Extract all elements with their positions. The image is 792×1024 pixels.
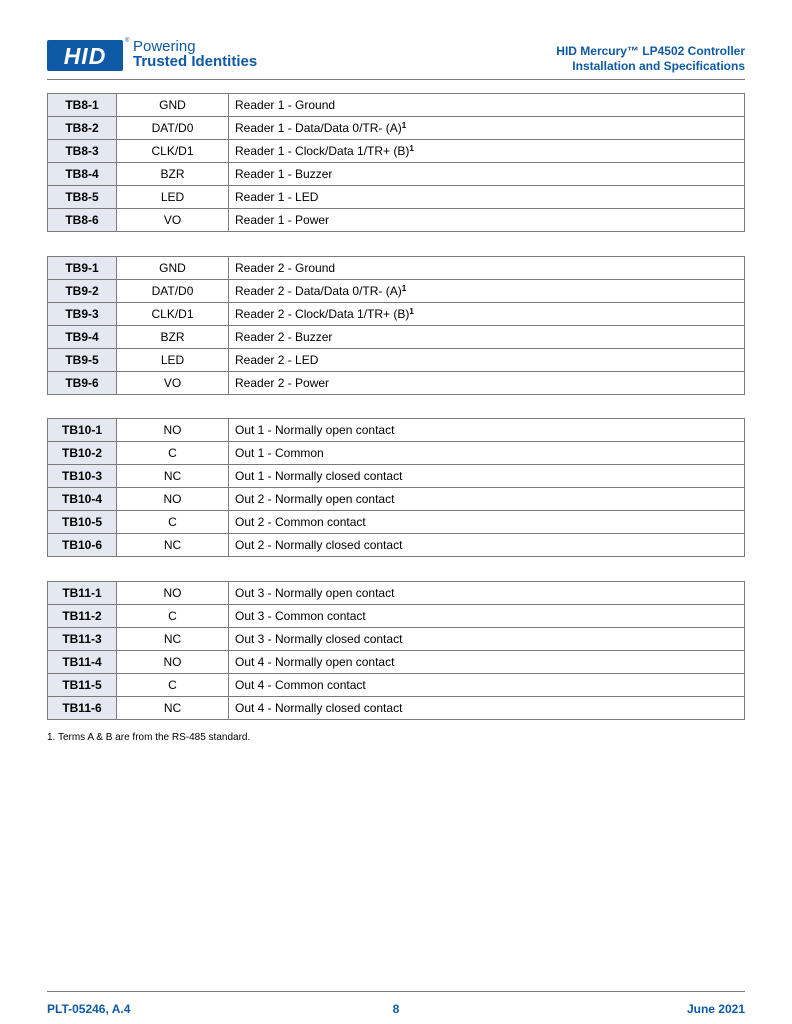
pin-cell: TB10-6 (48, 534, 117, 557)
signal-cell: DAT/D0 (117, 117, 229, 140)
pin-cell: TB8-4 (48, 163, 117, 186)
description-text: Out 3 - Normally closed contact (235, 632, 403, 646)
description-cell (229, 326, 745, 349)
pin-cell: TB10-4 (48, 488, 117, 511)
table-row (48, 257, 745, 280)
pin-cell: TB9-3 (48, 303, 117, 326)
tagline-line1: Powering (133, 38, 196, 55)
description-cell (229, 349, 745, 372)
description-text: Out 1 - Common (235, 446, 324, 460)
description-text: Reader 1 - Power (235, 213, 330, 227)
signal-cell: NO (117, 582, 229, 605)
table-row (48, 442, 745, 465)
description-cell (229, 117, 745, 140)
description-text: Out 1 - Normally closed contact (235, 469, 403, 483)
signal-cell: NC (117, 534, 229, 557)
pin-table-tb11 (47, 581, 745, 720)
signal-cell: CLK/D1 (117, 140, 229, 163)
pin-cell: TB10-5 (48, 511, 117, 534)
logo-registered-mark: ® (125, 38, 130, 44)
pin-cell: TB11-4 (48, 651, 117, 674)
table-row (48, 303, 745, 326)
logo-text: HID (63, 43, 107, 69)
pin-cell: TB9-1 (48, 257, 117, 280)
signal-cell: BZR (117, 163, 229, 186)
footnote: 1. Terms A & B are from the RS-485 standard. (47, 732, 251, 743)
table-row (48, 628, 745, 651)
hid-logo (47, 40, 123, 71)
description-text: Reader 2 - LED (235, 353, 319, 367)
brand-tagline (133, 39, 257, 69)
signal-cell: NC (117, 465, 229, 488)
page-footer (47, 1002, 745, 1016)
table-row (48, 419, 745, 442)
pin-cell: TB10-1 (48, 419, 117, 442)
description-cell (229, 442, 745, 465)
pin-table-tb9 (47, 256, 745, 395)
description-text: Out 2 - Common contact (235, 515, 366, 529)
table-row (48, 326, 745, 349)
description-cell (229, 582, 745, 605)
table-row (48, 605, 745, 628)
description-cell (229, 372, 745, 395)
header-divider (47, 79, 745, 80)
signal-cell: C (117, 674, 229, 697)
table-row (48, 651, 745, 674)
description-cell (229, 697, 745, 720)
table-row (48, 209, 745, 232)
description-text: Out 4 - Normally open contact (235, 655, 395, 669)
pin-cell: TB8-1 (48, 94, 117, 117)
signal-cell: BZR (117, 326, 229, 349)
description-cell (229, 280, 745, 303)
signal-cell: VO (117, 372, 229, 395)
page-number: 8 (392, 1002, 400, 1016)
signal-cell: NC (117, 697, 229, 720)
description-text: Reader 2 - Data/Data 0/TR- (A) (235, 284, 402, 298)
description-cell (229, 605, 745, 628)
signal-cell: C (117, 511, 229, 534)
document-title-line1: HID Mercury™ LP4502 Controller (556, 44, 745, 58)
description-text: Out 4 - Normally closed contact (235, 701, 403, 715)
pin-cell: TB9-6 (48, 372, 117, 395)
pin-table-tb10 (47, 418, 745, 557)
table-row (48, 697, 745, 720)
pin-cell: TB11-6 (48, 697, 117, 720)
table-row (48, 465, 745, 488)
signal-cell: NO (117, 419, 229, 442)
table-row (48, 349, 745, 372)
table-row (48, 488, 745, 511)
signal-cell: GND (117, 257, 229, 280)
signal-cell: CLK/D1 (117, 303, 229, 326)
table-row (48, 140, 745, 163)
signal-cell: NC (117, 628, 229, 651)
footnote-ref: 1 (401, 284, 407, 293)
document-title-line2: Installation and Specifications (572, 59, 745, 73)
signal-cell: GND (117, 94, 229, 117)
table-row (48, 582, 745, 605)
pin-cell: TB9-2 (48, 280, 117, 303)
signal-cell: NO (117, 651, 229, 674)
table-row (48, 163, 745, 186)
description-cell (229, 674, 745, 697)
description-cell (229, 465, 745, 488)
description-cell (229, 257, 745, 280)
table-row (48, 511, 745, 534)
description-cell (229, 628, 745, 651)
document-title (556, 44, 745, 74)
description-text: Out 1 - Normally open contact (235, 423, 395, 437)
pin-cell: TB11-3 (48, 628, 117, 651)
footnote-ref: 1 (409, 307, 414, 316)
document-id: PLT-05246, A.4 (47, 1002, 131, 1016)
description-text: Reader 1 - Buzzer (235, 167, 333, 181)
description-text: Out 2 - Normally closed contact (235, 538, 403, 552)
signal-cell: DAT/D0 (117, 280, 229, 303)
signal-cell: NO (117, 488, 229, 511)
signal-cell: VO (117, 209, 229, 232)
description-text: Reader 2 - Ground (235, 261, 336, 275)
description-text: Out 3 - Normally open contact (235, 586, 395, 600)
table-row (48, 674, 745, 697)
table-row (48, 94, 745, 117)
pin-cell: TB11-5 (48, 674, 117, 697)
signal-cell: LED (117, 349, 229, 372)
description-cell (229, 140, 745, 163)
signal-cell: C (117, 605, 229, 628)
footer-divider (47, 991, 745, 992)
pin-cell: TB9-5 (48, 349, 117, 372)
pin-cell: TB11-1 (48, 582, 117, 605)
description-text: Out 4 - Common contact (235, 678, 366, 692)
table-row (48, 117, 745, 140)
description-cell (229, 534, 745, 557)
description-text: Reader 2 - Clock/Data 1/TR+ (B) (235, 307, 410, 321)
description-text: Reader 1 - Clock/Data 1/TR+ (B) (235, 144, 410, 158)
description-cell (229, 303, 745, 326)
description-cell (229, 209, 745, 232)
table-row (48, 372, 745, 395)
description-cell (229, 94, 745, 117)
description-text: Out 3 - Common contact (235, 609, 366, 623)
pin-cell: TB10-3 (48, 465, 117, 488)
description-text: Reader 1 - Data/Data 0/TR- (A) (235, 121, 402, 135)
table-row (48, 534, 745, 557)
description-text: Reader 1 - Ground (235, 98, 336, 112)
description-text: Reader 2 - Power (235, 376, 330, 390)
footnote-ref: 1 (409, 144, 414, 153)
description-cell (229, 163, 745, 186)
description-text: Reader 2 - Buzzer (235, 330, 333, 344)
description-cell (229, 488, 745, 511)
pin-cell: TB11-2 (48, 605, 117, 628)
pin-cell: TB10-2 (48, 442, 117, 465)
description-text: Reader 1 - LED (235, 190, 319, 204)
page-header (47, 38, 745, 80)
footnote-ref: 1 (401, 121, 407, 130)
pin-cell: TB8-3 (48, 140, 117, 163)
description-cell (229, 186, 745, 209)
pin-cell: TB9-4 (48, 326, 117, 349)
tagline-line2: Trusted Identities (133, 53, 258, 70)
description-cell (229, 651, 745, 674)
table-row (48, 186, 745, 209)
pin-cell: TB8-2 (48, 117, 117, 140)
description-cell (229, 511, 745, 534)
description-cell (229, 419, 745, 442)
publication-date: June 2021 (686, 1002, 745, 1016)
signal-cell: LED (117, 186, 229, 209)
signal-cell: C (117, 442, 229, 465)
description-text: Out 2 - Normally open contact (235, 492, 395, 506)
table-row (48, 280, 745, 303)
pin-table-tb8 (47, 93, 745, 232)
pin-cell: TB8-6 (48, 209, 117, 232)
pin-cell: TB8-5 (48, 186, 117, 209)
